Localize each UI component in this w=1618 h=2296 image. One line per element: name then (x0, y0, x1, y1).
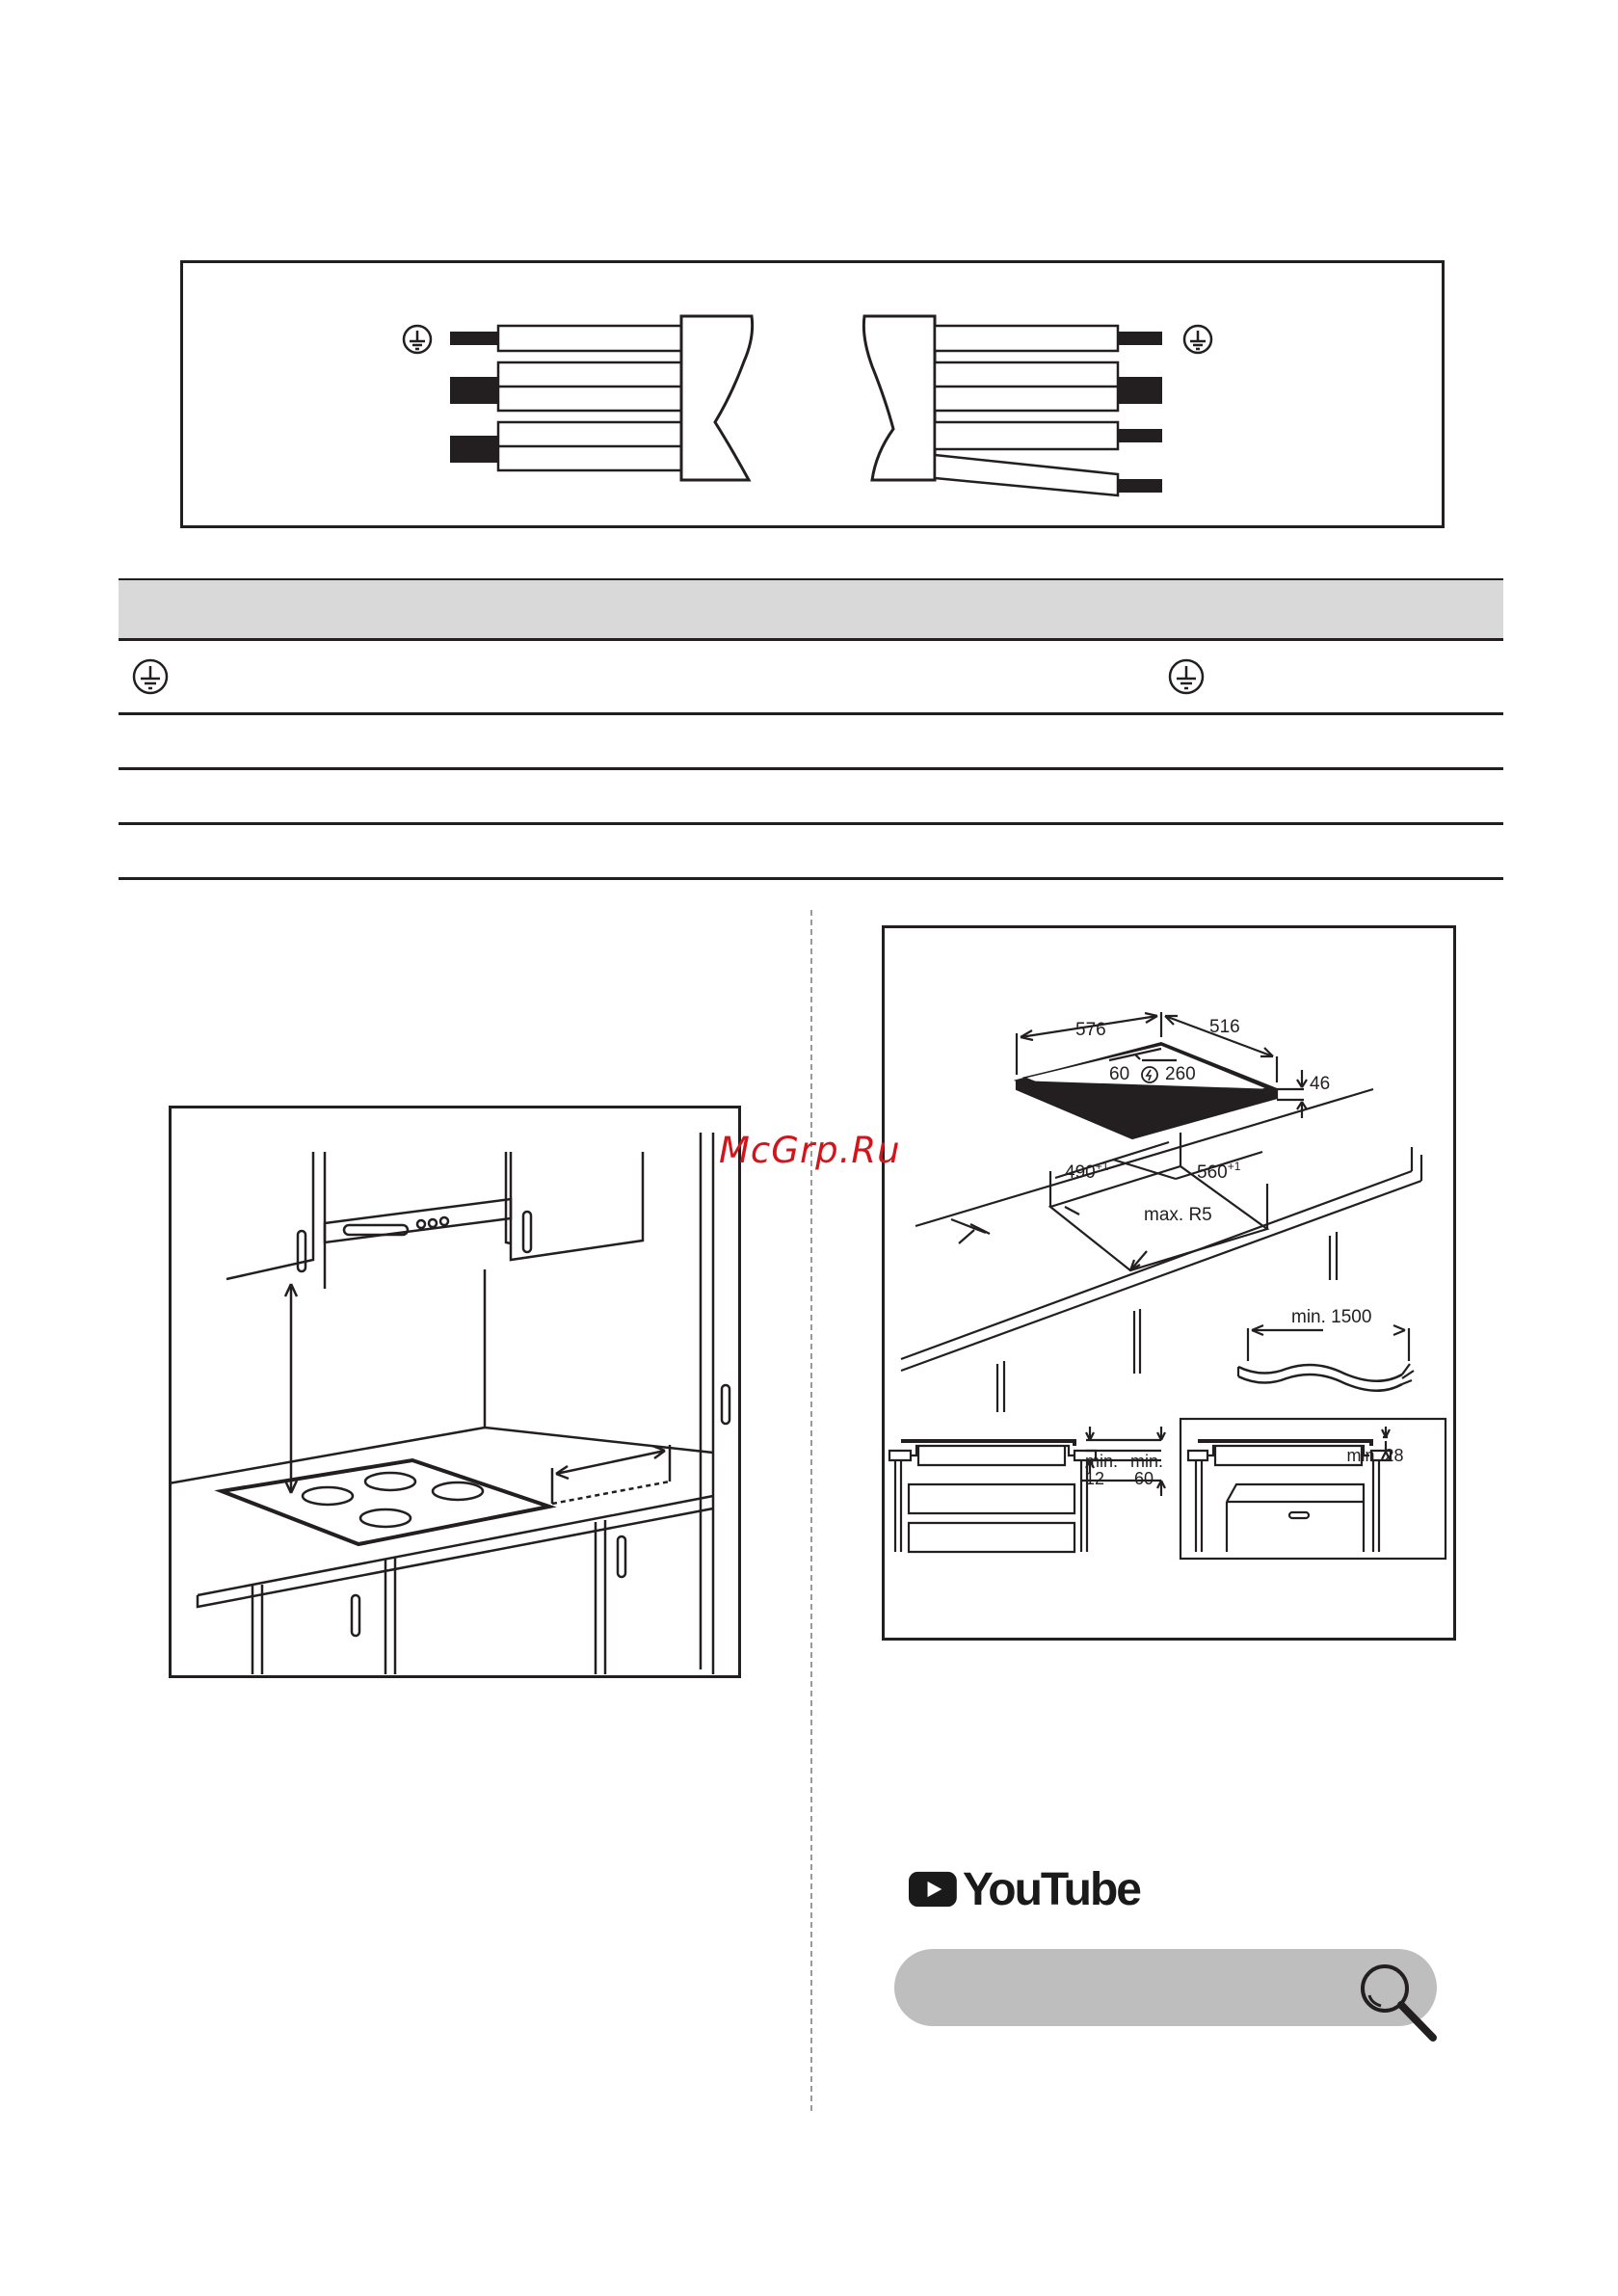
dim-min-label-2: min. (1130, 1452, 1164, 1471)
dim-min-oven-gap: min. 28 (1346, 1446, 1404, 1465)
power-socket-icon (1142, 1067, 1157, 1082)
table-row-rule-2 (119, 767, 1503, 770)
table-ground-icon-left (129, 655, 172, 698)
dim-hob-height: 46 (1310, 1074, 1331, 1094)
table-header (119, 580, 1503, 640)
column-divider (810, 910, 812, 2111)
dim-corner-radius: max. R5 (1144, 1205, 1212, 1225)
watermark: McGrp.Ru (719, 1130, 901, 1171)
dim-connection-distance: 260 (1165, 1064, 1196, 1084)
youtube-label: YouTube (962, 1863, 1140, 1915)
dim-cutout-width-tolerance: +1 (1227, 1160, 1241, 1173)
dim-hob-width: 576 (1075, 1020, 1106, 1040)
dim-cutout-depth-tolerance: +1 (1095, 1160, 1109, 1173)
magnifier-icon[interactable] (1354, 1957, 1446, 2045)
wiring-diagram (180, 260, 1445, 528)
dim-hob-depth: 516 (1209, 1017, 1240, 1037)
youtube-play-icon (909, 1863, 957, 1915)
dim-min-gap-top: 12 (1085, 1469, 1105, 1488)
dim-cutout-depth-value: 490 (1065, 1162, 1096, 1183)
dim-cable-length: min. 1500 (1291, 1307, 1372, 1327)
table-row-rule-1 (119, 712, 1503, 715)
youtube-logo[interactable] (909, 1860, 1140, 1918)
table-ground-icon-right (1165, 655, 1207, 698)
left-cable (450, 316, 753, 480)
dim-min-gap-bottom: 60 (1134, 1469, 1154, 1488)
dim-cutout-width-value: 560 (1197, 1162, 1228, 1183)
dim-min-label-1: min. (1085, 1452, 1119, 1471)
table-header-rule (119, 638, 1503, 641)
table-bottom-rule (119, 877, 1503, 880)
kitchen-clearance-figure (169, 1106, 741, 1678)
table-row-rule-3 (119, 822, 1503, 825)
cutout-dimensions-figure (882, 925, 1456, 1641)
dim-connection-offset: 60 (1109, 1064, 1130, 1084)
